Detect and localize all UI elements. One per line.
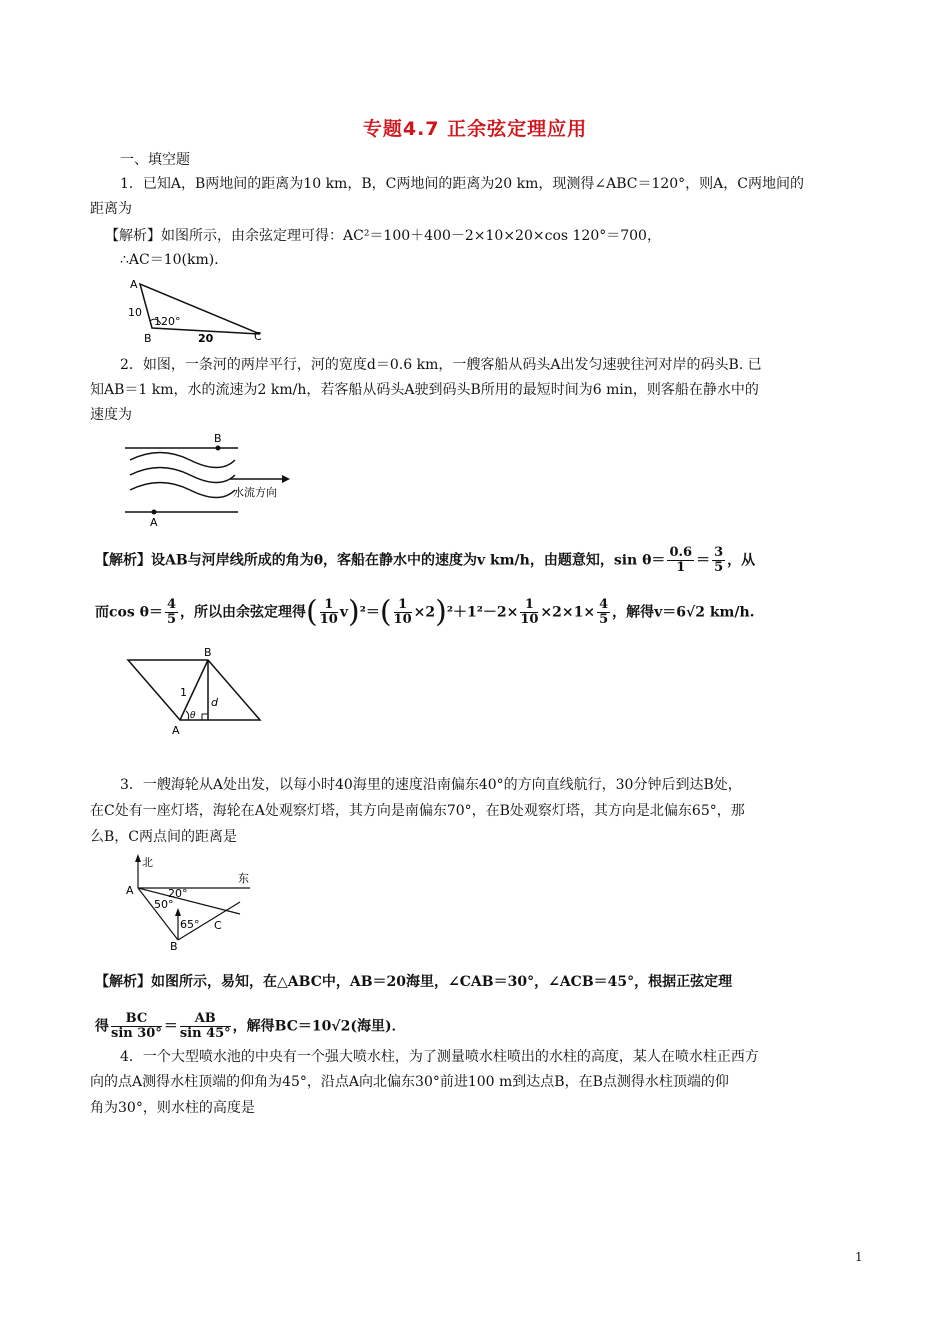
q2-river-figure bbox=[120, 430, 300, 530]
q2-line2: 知AB＝1 km，水的流速为2 km/h，若客船从码头A驶到码头B所用的最短时间为6 min，则客船在静水中的 bbox=[90, 382, 759, 398]
svg-text:θ: θ bbox=[190, 711, 196, 721]
q3-line1: 3．一艘海轮从A处出发，以每小时40海里的速度沿南偏东40°的方向直线航行，30分钟后到达B处， bbox=[120, 777, 742, 793]
svg-text:B: B bbox=[170, 940, 178, 952]
svg-text:A: A bbox=[130, 278, 138, 291]
page-number: 1 bbox=[855, 1250, 863, 1264]
svg-text:20: 20 bbox=[198, 332, 214, 345]
q4-line2: 向的点A测得水柱顶端的仰角为45°，沿点A向北偏东30°前进100 m到达点B，在B点测得水柱顶端的仰 bbox=[90, 1074, 729, 1090]
q2-parallelogram-figure bbox=[120, 646, 270, 741]
q4-line3: 角为30°，则水柱的高度是 bbox=[90, 1100, 255, 1116]
svg-text:北: 北 bbox=[142, 856, 153, 869]
svg-text:东: 东 bbox=[238, 872, 249, 885]
section-heading: 一、填空题 bbox=[120, 152, 190, 168]
q1-solution-line1: 【解析】如图所示，由余弦定理可得：AC²＝100＋400－2×10×20×cos 120°＝700， bbox=[105, 228, 661, 244]
page-title: 专题4.7 正余弦定理应用 bbox=[362, 118, 588, 140]
q1-line1: 1．已知A，B两地间的距离为10 km，B，C两地间的距离为20 km，现测得∠ABC＝120°，则A，C两地间的 bbox=[120, 176, 804, 192]
svg-text:20°: 20° bbox=[168, 887, 188, 900]
q2-line3: 速度为 bbox=[90, 407, 132, 423]
q3-line3: 么B，C两点间的距离是 bbox=[90, 829, 237, 845]
svg-text:A: A bbox=[172, 724, 180, 737]
q3-line2: 在C处有一座灯塔，海轮在A处观察灯塔，其方向是南偏东70°，在B处观察灯塔，其方向是北偏东65°，那 bbox=[90, 803, 745, 819]
svg-text:50°: 50° bbox=[154, 898, 174, 911]
q2-line1: 2．如图，一条河的两岸平行，河的宽度d＝0.6 km，一艘客船从码头A出发匀速驶往河对岸的码头B. 已 bbox=[120, 357, 762, 373]
q1-solution-line2: ∴AC＝10(km)． bbox=[120, 252, 229, 268]
q3-bearing-figure bbox=[120, 852, 260, 952]
q3-solution-line1: 【解析】如图所示，易知，在△ABC中，AB＝20海里，∠CAB＝30°，∠ACB＝45°，根据正弦定理 bbox=[95, 974, 733, 990]
q1-triangle-figure bbox=[120, 278, 280, 348]
q1-line2: 距离为 bbox=[90, 201, 132, 217]
svg-text:120°: 120° bbox=[154, 315, 181, 328]
svg-text:C: C bbox=[214, 919, 222, 932]
svg-text:10: 10 bbox=[128, 306, 142, 319]
svg-text:C: C bbox=[254, 330, 262, 343]
svg-text:B: B bbox=[214, 432, 222, 445]
svg-text:B: B bbox=[144, 332, 152, 345]
svg-text:65°: 65° bbox=[180, 918, 200, 931]
svg-text:A: A bbox=[126, 884, 134, 897]
q2-solution-line2: 而cos θ＝ $\frac{4}{5}$ ，所以由余弦定理得( $\frac{1}{10}$ v)²＝( $\frac{1}{10}$ ×2)²＋1²－2× $\frac{1}{10}$ ×2×1× $\frac{4}{5}$ ，解得v＝6√2 km/h. bbox=[95, 594, 755, 630]
q4-line1: 4．一个大型喷水池的中央有一个强大喷水柱，为了测量喷水柱喷出的水柱的高度，某人在喷水柱正西方 bbox=[120, 1049, 759, 1065]
svg-text:B: B bbox=[204, 646, 212, 659]
svg-text:1: 1 bbox=[180, 686, 187, 699]
svg-text:d: d bbox=[211, 696, 218, 709]
q2-solution-line1: 【解析】设AB与河岸线所成的角为θ，客船在静水中的速度为v km/h，由题意知，sin θ＝ $\frac{0.6}{1}$ ＝ $\frac{3}{5}$ ，从 bbox=[95, 545, 756, 575]
svg-text:A: A bbox=[150, 516, 158, 529]
q3-solution-line2: 得 $\frac{BC}{\sin 30^\circ}$ ＝ $\frac{AB}{\sin 45^\circ}$ ，解得BC＝10√2(海里)． bbox=[95, 1011, 406, 1041]
svg-text:水流方向: 水流方向 bbox=[233, 486, 277, 499]
